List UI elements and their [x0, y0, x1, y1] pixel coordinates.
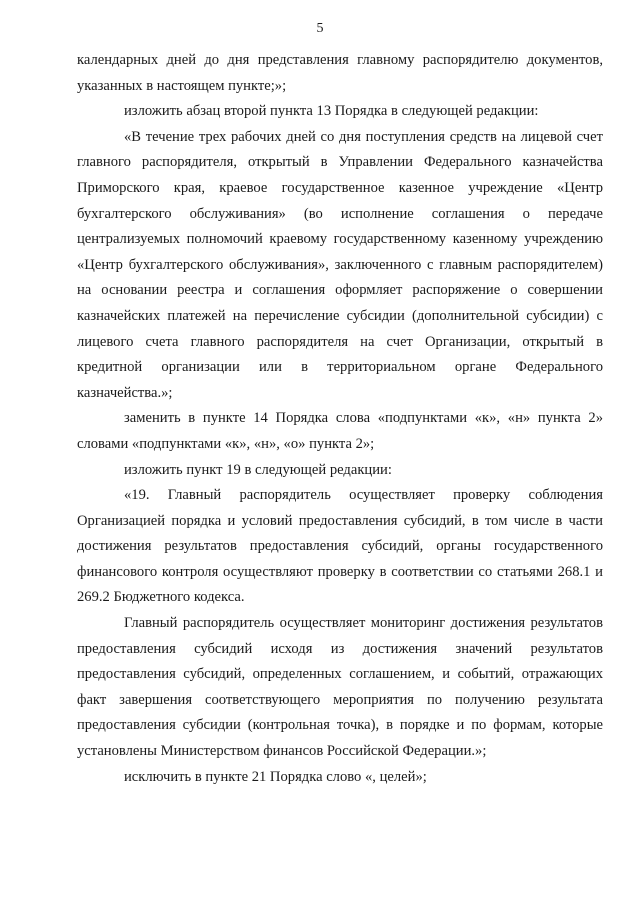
paragraph-continuation: календарных дней до дня представления главному распорядителю документов, указанных в настоящем пункте;»;	[77, 52, 603, 94]
paragraph-item-13-new-text: «В течение трех рабочих дней со дня поступления средств на лицевой счет главного распорядителя, открытый в Управлении Федерального казначейства Приморского края, краевое государственное казенное учреждение «Центр бухгалтерского обслуживания» (во исполнение соглашения о передаче централизуемых полномочий краевому государственному казенному учреждению «Центр бухгалтерского обслуживания», заключенного с главным распорядителем) на основании реестра и соглашения оформляет распоряжение о совершении казначейских платежей на перечисление субсидии (дополнительной субсидии) с лицевого счета главного распорядителя на счет Организации, открытый в кредитной организации или в территориальном органе Федерального казначейства.»;	[77, 128, 603, 401]
document-body	[77, 48, 603, 790]
paragraph-item-19-monitoring: Главный распорядитель осуществляет мониторинг достижения результатов предоставления субсидий исходя из достижения значений результатов предоставления субсидий, определенных соглашением, и событий, отражающих факт завершения соответствующего мероприятия по получению результата предоставления субсидии (контрольная точка), в порядке и по формам, которые установлены Министерством финансов Российской Федерации.»;	[77, 615, 603, 760]
paragraph-amend-item-13: изложить абзац второй пункта 13 Порядка в следующей редакции:	[124, 103, 539, 120]
paragraph-item-19-new-text: «19. Главный распорядитель осуществляет проверку соблюдения Организацией порядка и условий предоставления субсидий, в том числе в части достижения результатов предоставления субсидий, органы государственного финансового контроля осуществляют проверку в соответствии со статьями 268.1 и 269.2 Бюджетного кодекса.	[77, 487, 603, 606]
page-number: 5	[316, 21, 324, 36]
paragraph-amend-item-19: изложить пункт 19 в следующей редакции:	[124, 461, 392, 478]
paragraph-amend-item-14: заменить в пункте 14 Порядка слова «подпунктами «к», «н» пункта 2» словами «подпунктами «к», «н», «о» пункта 2»;	[77, 410, 603, 452]
paragraph-amend-item-21: исключить в пункте 21 Порядка слово «, целей»;	[124, 768, 427, 785]
